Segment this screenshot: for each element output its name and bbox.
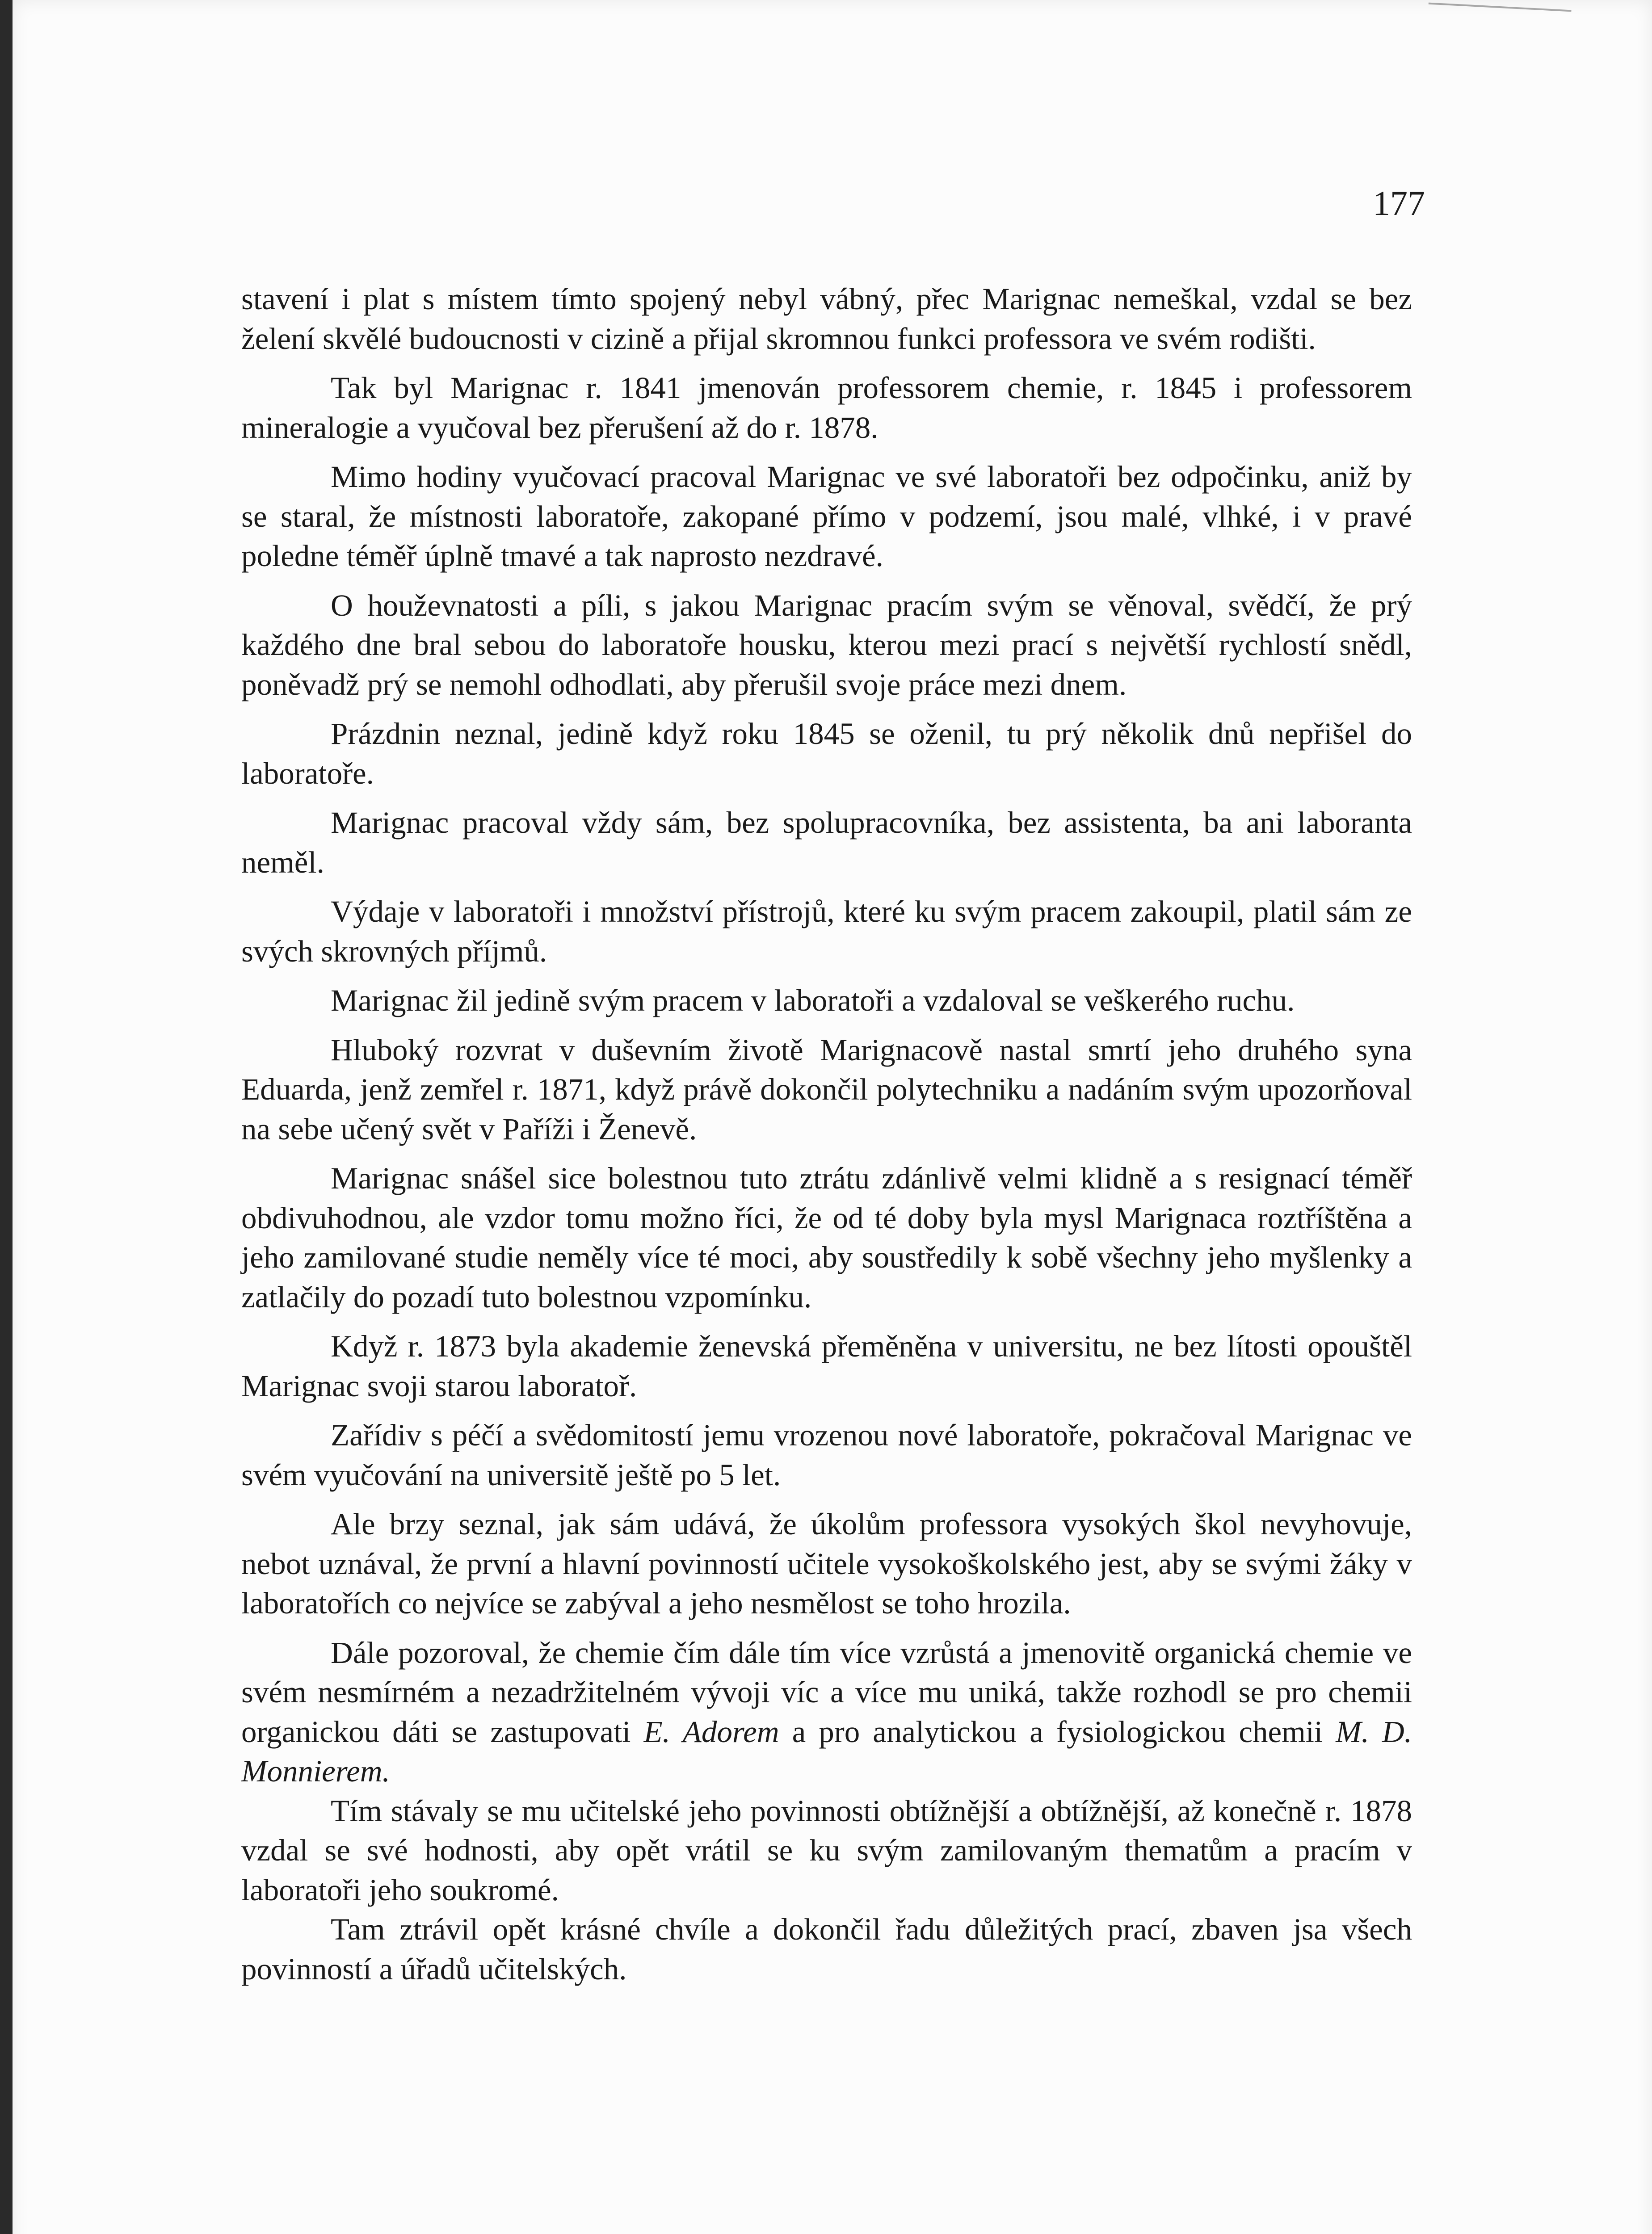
page-number: 177 bbox=[1373, 184, 1425, 223]
paragraph-5: Prázdnin neznal, jedině když roku 1845 se oženil, tu prý několik dnů nepřišel do laboratoře. bbox=[241, 717, 1412, 790]
paragraph-3: Mimo hodiny vyučovací pracoval Marignac ve své laboratoři bez odpočinku, aniž by se staral, že místnosti laboratoře, zakopané přímo v podzemí, jsou malé, vlhké, i v pravé poledne téměř úplně tmavé a tak naprosto nezdravé. bbox=[241, 460, 1412, 573]
paragraph-6: Marignac pracoval vždy sám, bez spolupracovníka, bez assistenta, ba ani laboranta neměl. bbox=[241, 806, 1412, 879]
paragraph-11: Když r. 1873 byla akademie ženevská přeměněna v universitu, ne bez lítosti opouštěl Marignac svoji starou laboratoř. bbox=[241, 1329, 1412, 1403]
paragraph-14-text-a: Dále pozoroval, že chemie čím dále tím více vzrůstá a jmenovitě organická chemie ve svém nesmírném a nezadržitelném vývoji víc a více mu uniká, takže rozhodl se pro chemii organickou dáti se zastupovati bbox=[241, 1635, 1412, 1749]
scan-edge-mark bbox=[1429, 0, 1572, 12]
paragraph-4: O houževnatosti a píli, s jakou Marignac pracím svým se věnoval, svědčí, že prý každého dne bral sebou do laboratoře housku, kterou mezi prací s největší rychlostí snědl, poněvadž prý se nemohl odhodlati, aby přerušil svoje práce mezi dnem. bbox=[241, 588, 1412, 701]
paragraph-14 bbox=[241, 1633, 1412, 1791]
name-adorem: E. Adorem bbox=[643, 1714, 779, 1749]
paragraph-14-text-b: a pro analytickou a fysiologickou chemii bbox=[779, 1714, 1336, 1749]
book-page bbox=[13, 0, 1652, 2234]
paragraph-12: Zařídiv s péčí a svědomitostí jemu vrozenou nové laboratoře, pokračoval Marignac ve svém vyučování na universitě ještě po 5 let. bbox=[241, 1418, 1412, 1492]
paragraph-16: Tam ztrávil opět krásné chvíle a dokončil řadu důležitých prací, zbaven jsa všech povinností a úřadů učitelských. bbox=[241, 1912, 1412, 1986]
paragraph-2: Tak byl Marignac r. 1841 jmenován professorem chemie, r. 1845 i professorem mineralogie a vyučoval bez přerušení až do r. 1878. bbox=[241, 371, 1412, 445]
body-text bbox=[241, 279, 1412, 1999]
paragraph-9: Hluboký rozvrat v duševním životě Marignacově nastal smrtí jeho druhého syna Eduarda, jenž zemřel r. 1871, když právě dokončil polytechniku a nadáním svým upozorňoval na sebe učený svět v Paříži i Ženevě. bbox=[241, 1033, 1412, 1146]
paragraph-8: Marignac žil jedině svým pracem v laboratoři a vzdaloval se veškerého ruchu. bbox=[331, 983, 1295, 1017]
paragraph-10: Marignac snášel sice bolestnou tuto ztrátu zdánlivě velmi klidně a s resignací téměř obdivuhodnou, ale vzdor tomu možno říci, že od té doby byla mysl Marignaca roztříštěna a jeho zamilované studie neměly více té moci, aby soustředily k sobě všechny jeho myšlenky a zatlačily do pozadí tuto bolestnou vzpomínku. bbox=[241, 1161, 1412, 1314]
paragraph-15: Tím stávaly se mu učitelské jeho povinnosti obtížnější a obtížnější, až konečně r. 1878 vzdal se své hodnosti, aby opět vrátil se ku svým zamilovaným thematům a pracím v laboratoři jeho soukromé. bbox=[241, 1793, 1412, 1907]
paragraph-13: Ale brzy seznal, jak sám udává, že úkolům professora vysokých škol nevyhovuje, nebot uznával, že první a hlavní povinností učitele vysokoškolského jest, aby se svými žáky v laboratořích co nejvíce se zabýval a jeho nesmělost se toho hrozila. bbox=[241, 1507, 1412, 1620]
paragraph-7: Výdaje v laboratoři i množství přístrojů, které ku svým pracem zakoupil, platil sám ze svých skrovných příjmů. bbox=[241, 894, 1412, 968]
paragraph-1: stavení i plat s místem tímto spojený nebyl vábný, přec Marignac nemeškal, vzdal se bez želení skvělé budoucnosti v cizině a přijal skromnou funkci professora ve svém rodišti. bbox=[241, 282, 1412, 356]
name-monnierem: M. D. Monnierem. bbox=[241, 1714, 1412, 1788]
